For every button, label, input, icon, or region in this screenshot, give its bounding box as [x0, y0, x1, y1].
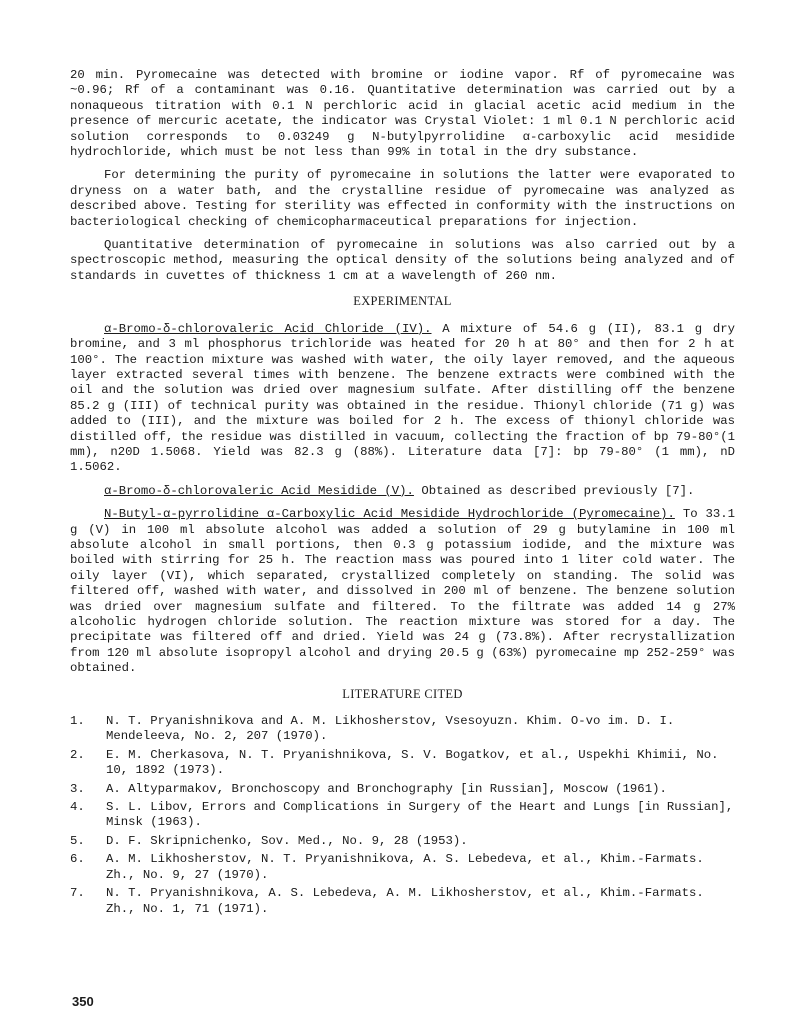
reference-number: 6. — [70, 852, 85, 867]
reference-number: 1. — [70, 714, 85, 729]
compound-iv-title: α-Bromo-δ-chlorovaleric Acid Chloride (IV). — [104, 321, 432, 336]
reference-number: 4. — [70, 800, 85, 815]
reference-item — [70, 782, 735, 797]
pyromecaine-paragraph — [70, 507, 735, 676]
reference-item — [70, 886, 735, 917]
pyromecaine-text: To 33.1 g (V) in 100 ml absolute alcohol was added a solution of 29 g butylamine in 100 ml absolute alcohol in small portions, then 0.3 g potassium iodide, and the mixture was boiled with stirring for 25 h. The reaction mass was poured into 1 liter cold water. The oily layer (VI), which separated, crystallized completely on standing. The solid was filtered off, washed with water, and dissolved in 200 ml of benzene. The benzene solution was dried over magnesium sulfate and filtered. To the filtrate was added 14 g 27% alcoholic hydrogen chloride solution. The reaction mixture was stored for a day. The precipitate was filtered off and dried. Yield was 24 g (73.8%). After recrystallization from 120 ml absolute isopropyl alcohol and drying 20.5 g (63%) pyromecaine mp 252-259° was obtained. — [70, 507, 736, 676]
compound-v-paragraph — [70, 484, 735, 499]
purity-paragraph: For determining the purity of pyromecaine in solutions the latter were evaporated to dryness on a water bath, and the crystalline residue of pyromecaine was analyzed as described above. Testing for sterility was effected in conformity with the instructions on bacteriological checking of chemicopharmaceutical preparations for injection. — [70, 168, 735, 229]
reference-number: 7. — [70, 886, 85, 901]
literature-heading: LITERATURE CITED — [342, 686, 463, 701]
compound-iv-paragraph — [70, 322, 735, 476]
experimental-heading: EXPERIMENTAL — [353, 294, 452, 309]
reference-list — [70, 714, 735, 917]
reference-number: 2. — [70, 747, 85, 762]
reference-item — [70, 834, 735, 849]
compound-v-text: Obtained as described previously [7]. — [421, 483, 695, 498]
pyromecaine-title: N-Butyl-α-pyrrolidine α-Carboxylic Acid Mesidide Hydrochloride (Pyromecaine). — [104, 507, 675, 522]
compound-v-title: α-Bromo-δ-chlorovaleric Acid Mesidide (V). — [104, 483, 414, 498]
reference-text: A. Altyparmakov, Bronchoscopy and Bronchography [in Russian], Moscow (1961). — [106, 781, 667, 796]
spectroscopy-paragraph: Quantitative determination of pyromecaine in solutions was also carried out by a spectroscopic method, measuring the optical density of the solutions being analyzed and of standards in cuvettes of thickness 1 cm at a wavelength of 260 nm. — [70, 238, 735, 283]
reference-item — [70, 852, 735, 883]
reference-number: 3. — [70, 781, 85, 796]
reference-number: 5. — [70, 833, 85, 848]
reference-item — [70, 748, 735, 779]
compound-iv-text: A mixture of 54.6 g (II), 83.1 g dry bromine, and 3 ml phosphorus trichloride was heated for 20 h at 80° and then for 2 h at 100°. The reaction mixture was washed with water, the oily layer removed, and the aqueous layer extracted several times with benzene. The benzene extracts were combined with the oil and the solution was dried over magnesium sulfate. After distilling off the benzene 85.2 g (III) of technical purity was obtained in the residue. Thionyl chloride (71 g) was added to (III), and the mixture was boiled for 2 h. The excess of thionyl chloride was distilled off, the residue was distilled in vacuum, collecting the fraction of bp 79-80°(1 mm), n20D 1.5068. Yield was 82.3 g (88%). Literature data [7]: bp 79-80° (1 mm), nD 1.5062. — [70, 321, 736, 475]
document-page — [70, 68, 735, 920]
reference-text: N. T. Pryanishnikova, A. S. Lebedeva, A. M. Likhosherstov, et al., Khim.-Farmats. Zh., No. 1, 71 (1971). — [106, 886, 704, 916]
reference-text: E. M. Cherkasova, N. T. Pryanishnikova, S. V. Bogatkov, et al., Uspekhi Khimii, No. 10, 1892 (1973). — [106, 747, 719, 778]
intro-paragraph: 20 min. Pyromecaine was detected with bromine or iodine vapor. Rf of pyromecaine was ~0.96; Rf of a contaminant was 0.16. Quantitative determination was carried out by a nonaqueous titration with 0.1 N perchloric acid in glacial acetic acid medium in the presence of mercuric acetate, the indicator was Crystal Violet: 1 ml 0.1 N perchloric acid solution corresponds to 0.03249 g N-butylpyrrolidine α-carboxylic acid mesidide hydrochloride, which must be not less than 99% in total in the dry substance. — [70, 68, 735, 160]
reference-item — [70, 800, 735, 831]
reference-item — [70, 714, 735, 745]
reference-text: N. T. Pryanishnikova and A. M. Likhosherstov, Vsesoyuzn. Khim. O-vo im. D. I. Mendeleeva, No. 2, 207 (1970). — [106, 714, 675, 744]
reference-text: A. M. Likhosherstov, N. T. Pryanishnikova, A. S. Lebedeva, et al., Khim.-Farmats. Zh., No. 9, 27 (1970). — [106, 852, 704, 882]
reference-text: D. F. Skripnichenko, Sov. Med., No. 9, 28 (1953). — [106, 833, 468, 848]
reference-text: S. L. Libov, Errors and Complications in Surgery of the Heart and Lungs [in Russian], Minsk (1963). — [106, 800, 734, 830]
page-number: 350 — [72, 994, 94, 1009]
